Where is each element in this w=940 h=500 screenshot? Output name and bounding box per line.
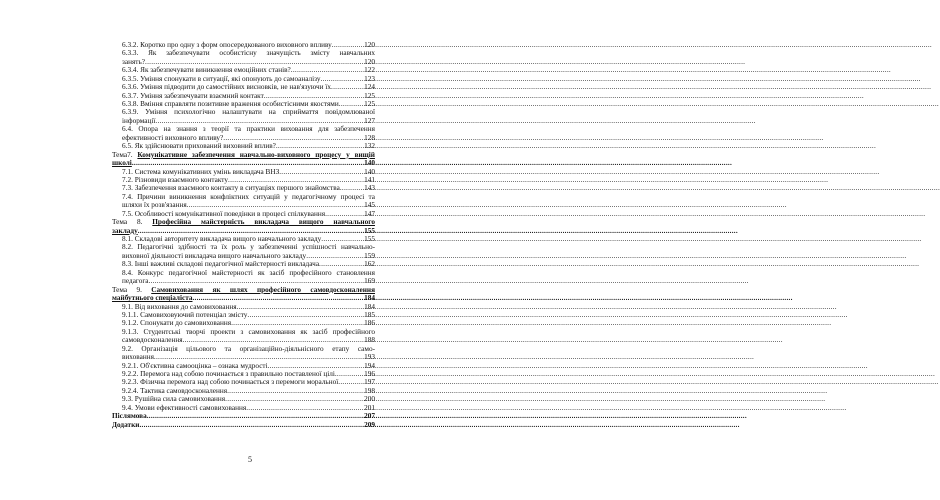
- toc-entry-title: 8.4. Конкурс педагогічної майстерності як засіб професійного становлення: [122, 268, 375, 277]
- toc-entry: [112, 269, 375, 277]
- toc-leader-dots: [192, 294, 363, 302]
- toc-leader-dots: [306, 252, 363, 260]
- toc-leader-dots: [279, 168, 363, 176]
- toc-entry-title: 9.1.2. Спонукати до самовиховання: [122, 319, 232, 328]
- toc-entry-title: 7.4. Причини виникнення конфліктних ситуацій у педагогічному процесі та: [122, 192, 375, 201]
- toc-leader-dots: [231, 319, 363, 327]
- toc-page-number: 155: [364, 235, 375, 244]
- toc-leader-dots: [147, 412, 363, 420]
- toc-page-number: 194: [364, 361, 375, 370]
- toc-entry: [112, 336, 375, 344]
- toc-page-number: 124: [364, 83, 375, 92]
- toc-leader-dots: [246, 404, 363, 412]
- toc-entry: [112, 235, 375, 243]
- toc-entry-title: 9.4. Умови ефективності самовиховання: [122, 403, 247, 412]
- toc-page-number: 184: [364, 302, 375, 311]
- toc-entry: [112, 41, 375, 49]
- toc-entry-title: 9.2. Організація цільового та організаційно-діяльнісного етапу само-: [122, 344, 375, 353]
- toc-leader-dots: [155, 117, 363, 125]
- toc-entry-title: 6.4. Опора на знання з теорії та практики виховання для забезпечення: [122, 125, 375, 134]
- toc-page-number: 197: [364, 378, 375, 387]
- toc-entry-title: занять?: [122, 57, 145, 66]
- toc-leader-dots: [149, 277, 364, 285]
- toc-entry: [112, 260, 375, 268]
- toc-entry-title: 8.2. Педагогічні здібності та їх роль у забезпеченні успішності навчально-: [122, 243, 375, 252]
- toc-leader-dots: [291, 66, 363, 74]
- toc-entry-title: Тема 9. Самовиховання як шлях професійного самовдосконалення: [112, 285, 375, 294]
- toc-page-number: 122: [364, 66, 375, 75]
- toc-leader-dots: [132, 159, 363, 167]
- toc-entry: [112, 109, 375, 117]
- toc-leader-dots: [139, 421, 363, 429]
- toc-entry: [112, 142, 375, 150]
- toc-entry: [112, 412, 375, 420]
- toc-entry: [112, 294, 375, 302]
- toc-entry-title: 9.1.1. Самовиховуючий потенціал змісту: [122, 310, 248, 319]
- toc-page-number: 193: [364, 353, 375, 362]
- toc-page-number: 128: [364, 133, 375, 142]
- toc-entry-title: педагога: [122, 277, 149, 286]
- toc-leader-dots: [138, 227, 363, 235]
- toc-entry: [112, 159, 375, 167]
- toc-page-number: 159: [364, 251, 375, 260]
- toc-entry-title: 9.1. Від виховання до самовиховання: [122, 302, 237, 311]
- toc-page-number: 169: [364, 277, 375, 286]
- toc-entry: [112, 328, 375, 336]
- toc-entry-title: майбутнього спеціаліста: [112, 294, 193, 303]
- toc-entry-heading: Професійна майстерність викладача вищого навчального: [152, 218, 375, 227]
- toc-entry: [112, 49, 375, 57]
- toc-entry: [112, 286, 375, 294]
- toc-leader-dots: [276, 142, 363, 150]
- toc-entry-title: самовдосконалення: [122, 336, 183, 345]
- toc-entry: [112, 125, 375, 133]
- toc-page-number: 185: [364, 310, 375, 319]
- toc-entry: [112, 395, 375, 403]
- toc-page-number: 188: [364, 336, 375, 345]
- toc-entry: [112, 58, 375, 66]
- toc-leader-dots: [223, 134, 363, 142]
- toc-entry: [112, 345, 375, 353]
- toc-page-number: 201: [364, 403, 375, 412]
- toc-leader-dots: [338, 378, 363, 386]
- toc-leader-dots: [237, 303, 364, 311]
- toc-leader-dots: [321, 75, 364, 83]
- toc-entry-title: виховання: [122, 353, 154, 362]
- toc-entry-title: 6.3.9. Уміння психологічно налаштувати на сприймаття повідомлюваної: [122, 108, 375, 117]
- toc-leader-dots: [264, 92, 363, 100]
- toc-entry-title: Додатки: [112, 420, 140, 429]
- toc-entry: [112, 303, 375, 311]
- page-number: 5: [248, 455, 252, 464]
- toc-entry-title: 9.2.2. Перемога над собою починається з правильно поставленої цілі: [122, 370, 335, 379]
- toc-entry-title: 9.2.4. Тактика самовдосконалення: [122, 386, 228, 395]
- toc-entry-title: 6.3.3. Як забезпечувати особистісну значущість змісту навчальних: [122, 49, 375, 58]
- toc-page-number: 162: [364, 260, 375, 269]
- table-of-contents: [112, 41, 375, 429]
- toc-entry-title: Післямова: [112, 412, 147, 421]
- toc-entry: [112, 151, 375, 159]
- toc-entry: [112, 387, 375, 395]
- toc-page-number: 209: [364, 420, 375, 429]
- toc-page-number: 198: [364, 386, 375, 395]
- toc-page-number: 200: [364, 395, 375, 404]
- toc-entry: [112, 421, 375, 429]
- toc-entry-title: шляхи їх розв'язання: [122, 201, 187, 210]
- toc-entry-title: 6.5. Як здійснювати прихований виховний вплив?: [122, 142, 276, 151]
- toc-entry: [112, 353, 375, 361]
- toc-entry: [112, 66, 375, 74]
- toc-entry-title: виховної діяльності викладача вищого навчального закладу: [122, 251, 307, 260]
- toc-entry-title: Тема 8. Професійна майстерність викладача вищого навчального: [112, 218, 375, 227]
- toc-page-number: 145: [364, 201, 375, 210]
- toc-leader-dots: [332, 41, 363, 49]
- toc-page-number: 141: [364, 175, 375, 184]
- toc-leader-dots: [145, 58, 363, 66]
- toc-entry-title: 7.1. Система комунікативних умінь викладача ВНЗ: [122, 167, 280, 176]
- toc-page-number: 196: [364, 370, 375, 379]
- toc-entry: [112, 227, 375, 235]
- toc-entry-heading: Самовиховання як шлях професійного самовдосконалення: [151, 285, 375, 294]
- toc-entry: [112, 100, 375, 108]
- toc-entry: [112, 184, 375, 192]
- toc-page-number: 120: [364, 40, 375, 49]
- toc-leader-dots: [331, 83, 363, 91]
- toc-page-number: 140: [364, 167, 375, 176]
- toc-page-number: 120: [364, 57, 375, 66]
- toc-entry-title: 8.3. Інші важливі складові педагогічної майстерності викладача: [122, 260, 320, 269]
- toc-entry: [112, 277, 375, 285]
- toc-entry: [112, 252, 375, 260]
- toc-page-number: 147: [364, 209, 375, 218]
- toc-page-number: 132: [364, 142, 375, 151]
- toc-entry: [112, 362, 375, 370]
- toc-entry-title: 9.1.3. Студентські творчі проекти з самовиховання як засіб професійного: [122, 327, 375, 336]
- toc-leader-dots: [225, 395, 363, 403]
- toc-leader-dots: [187, 201, 363, 209]
- toc-entry-title: інформації: [122, 116, 156, 125]
- toc-leader-dots: [154, 353, 363, 361]
- toc-leader-dots: [247, 311, 363, 319]
- toc-entry-title: закладу: [112, 226, 138, 235]
- toc-leader-dots: [325, 210, 363, 218]
- toc-entry: [112, 134, 375, 142]
- toc-entry: [112, 404, 375, 412]
- toc-entry: [112, 244, 375, 252]
- toc-entry: [112, 92, 375, 100]
- toc-entry: [112, 75, 375, 83]
- toc-page-number: 123: [364, 74, 375, 83]
- toc-entry: [112, 311, 375, 319]
- toc-leader-dots: [339, 100, 363, 108]
- toc-entry: [112, 176, 375, 184]
- toc-entry: [112, 201, 375, 209]
- toc-entry: [112, 83, 375, 91]
- toc-page-number: 155: [364, 226, 375, 235]
- toc-page-number: 184: [364, 294, 375, 303]
- toc-page-number: 186: [364, 319, 375, 328]
- toc-page-number: 140: [364, 159, 375, 168]
- toc-page-number: 127: [364, 116, 375, 125]
- toc-entry: [112, 210, 375, 218]
- toc-page-number: 207: [364, 412, 375, 421]
- toc-entry-title: 6.3.5. Уміння спонукати в ситуації, які опонують до самоаналізу: [122, 74, 321, 83]
- toc-page-number: 125: [364, 100, 375, 109]
- toc-entry: [112, 168, 375, 176]
- toc-entry-title: 6.3.7. Уміння забезпечувати взаємний контакт: [122, 91, 264, 100]
- toc-entry-title: 6.3.6. Уміння підводити до самостійних висновків, не нав'язуючи їх: [122, 83, 332, 92]
- toc-leader-dots: [268, 362, 364, 370]
- toc-entry-title: 9.2.1. Об'єктивна самооцінка – ознака мудрості: [122, 361, 268, 370]
- toc-leader-dots: [335, 370, 363, 378]
- toc-entry-title: школі: [112, 159, 132, 168]
- toc-entry-title: ефективності виховного впливу?: [122, 133, 224, 142]
- toc-entry-title: 7.3. Забезпечення взаємного контакту в ситуаціях першого знайомства: [122, 184, 340, 193]
- toc-entry-title: 6.3.2. Коротко про одну з форм опосередкованого виховного впливу: [122, 40, 332, 49]
- toc-entry-title: 8.1. Складові авторитету викладача вищого навчального закладу: [122, 235, 322, 244]
- toc-leader-dots: [228, 176, 363, 184]
- toc-entry: [112, 370, 375, 378]
- toc-entry-title: 7.5. Особливості комунікативної поведінки в процесі спілкування: [122, 209, 326, 218]
- toc-entry-title: 9.2.3. Фізична перемога над собою починається з перемоги моральної: [122, 378, 339, 387]
- toc-page-number: 143: [364, 184, 375, 193]
- toc-entry-heading: Комунікативне забезпечення навчально-виховного процесу у вищій: [137, 150, 375, 159]
- toc-entry: [112, 218, 375, 226]
- toc-page-number: 125: [364, 91, 375, 100]
- toc-leader-dots: [227, 387, 363, 395]
- toc-leader-dots: [340, 184, 363, 192]
- toc-leader-dots: [321, 235, 363, 243]
- toc-leader-dots: [319, 260, 363, 268]
- toc-entry-title: Тема7. Комунікативне забезпечення навчально-виховного процесу у вищій: [112, 150, 375, 159]
- toc-entry-title: 6.3.4. Як забезпечувати виникнення емоційних станів?: [122, 66, 291, 75]
- toc-entry: [112, 379, 375, 387]
- toc-entry: [112, 117, 375, 125]
- toc-entry: [112, 319, 375, 327]
- toc-entry-title: 7.2. Різновиди взаємного контакту: [122, 175, 228, 184]
- toc-entry-title: 9.3. Рушійна сила самовиховання: [122, 395, 226, 404]
- toc-leader-dots: [183, 336, 364, 344]
- toc-entry: [112, 193, 375, 201]
- toc-entry-title: 6.3.8. Вміння справляти позитивне враження особистісними якостями: [122, 100, 339, 109]
